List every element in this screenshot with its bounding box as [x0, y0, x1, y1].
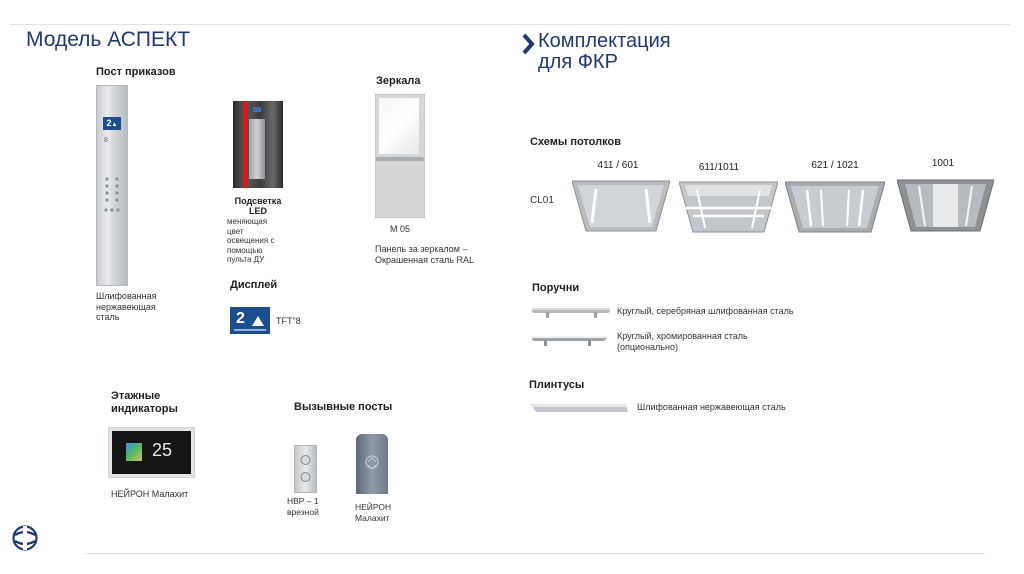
plinths-heading: Плинтусы [529, 379, 585, 391]
ceiling-label-4: 1001 [931, 158, 955, 169]
call-post-image-2 [356, 434, 388, 494]
led-backlight-image [233, 101, 283, 188]
display-label: TFT"8 [276, 316, 301, 326]
handrail-image-1 [530, 303, 612, 324]
backlight-heading: Подсветка LED [234, 196, 282, 216]
led-strip [243, 101, 248, 188]
backlight-description: меняющая цвет освещения с помощью пульта ДУ [227, 217, 275, 264]
floor-indicator-logo [126, 443, 142, 461]
plinth-desc: Шлифованная нержавеющая сталь [637, 402, 786, 412]
ceiling-image-621-1021 [785, 180, 885, 239]
command-panel-image [96, 85, 128, 286]
led-display [253, 107, 261, 112]
ceiling-image-411-601 [572, 179, 670, 238]
floor-indicator-screen [112, 431, 191, 474]
tft-display-image [230, 307, 270, 334]
handrail-desc-1: Круглый, серебряная шлифованная сталь [617, 306, 794, 316]
floor-indicator-image [108, 427, 195, 478]
mirror-description: Панель за зеркалом – Окрашенная сталь RAL [375, 244, 474, 265]
plinth-image [530, 401, 628, 419]
ceiling-row-label: CL01 [530, 195, 554, 206]
floor-indicator-number: 25 [152, 440, 173, 460]
ceiling-label-2: 611/1011 [698, 162, 740, 173]
mirror-strip [376, 157, 424, 161]
bottom-divider [85, 553, 985, 554]
mirrors-heading: Зеркала [376, 75, 421, 87]
call-post-caption-2: НЕЙРОН Малахит [355, 502, 392, 523]
chevron-icon [522, 33, 536, 60]
call-post-caption-1: НВР – 1 врезной [287, 496, 319, 517]
mirror-model: М 05 [390, 224, 411, 234]
post-caption: Шлифованная нержавеющая сталь [96, 291, 157, 322]
tft-floor-number: 2 [236, 310, 245, 327]
post-heading: Пост приказов [96, 66, 176, 78]
led-panel [249, 119, 265, 179]
handrail-image-2 [530, 331, 608, 352]
handrail-desc-2: Круглый, хромированная сталь (опционально) [617, 331, 748, 352]
section-title: Комплектация для ФКР [538, 30, 671, 73]
panel-small-number: 8 [104, 137, 108, 144]
top-divider [10, 24, 1010, 25]
mirror-panel-image [375, 94, 425, 218]
handrails-heading: Поручни [532, 282, 580, 294]
tft-bar [234, 329, 266, 331]
floor-indicator-caption: НЕЙРОН Малахит [111, 489, 189, 499]
page-title: Модель АСПЕКТ [26, 28, 191, 51]
mirror-glass [379, 98, 419, 154]
ceiling-label-1: 411 / 601 [597, 160, 639, 171]
ceiling-label-3: 621 / 1021 [811, 160, 859, 171]
company-logo-icon [12, 521, 38, 560]
display-heading: Дисплей [230, 279, 278, 291]
panel-display: 2▲ [103, 117, 121, 130]
ceiling-image-611-1011 [679, 180, 778, 239]
call-posts-heading: Вызывные посты [294, 401, 393, 413]
floor-indicators-heading: Этажные индикаторы [111, 390, 178, 415]
call-post-image-1 [294, 445, 317, 493]
panel-buttons [103, 176, 121, 221]
ceilings-heading: Схемы потолков [530, 136, 621, 148]
ceiling-image-1001 [897, 178, 994, 238]
